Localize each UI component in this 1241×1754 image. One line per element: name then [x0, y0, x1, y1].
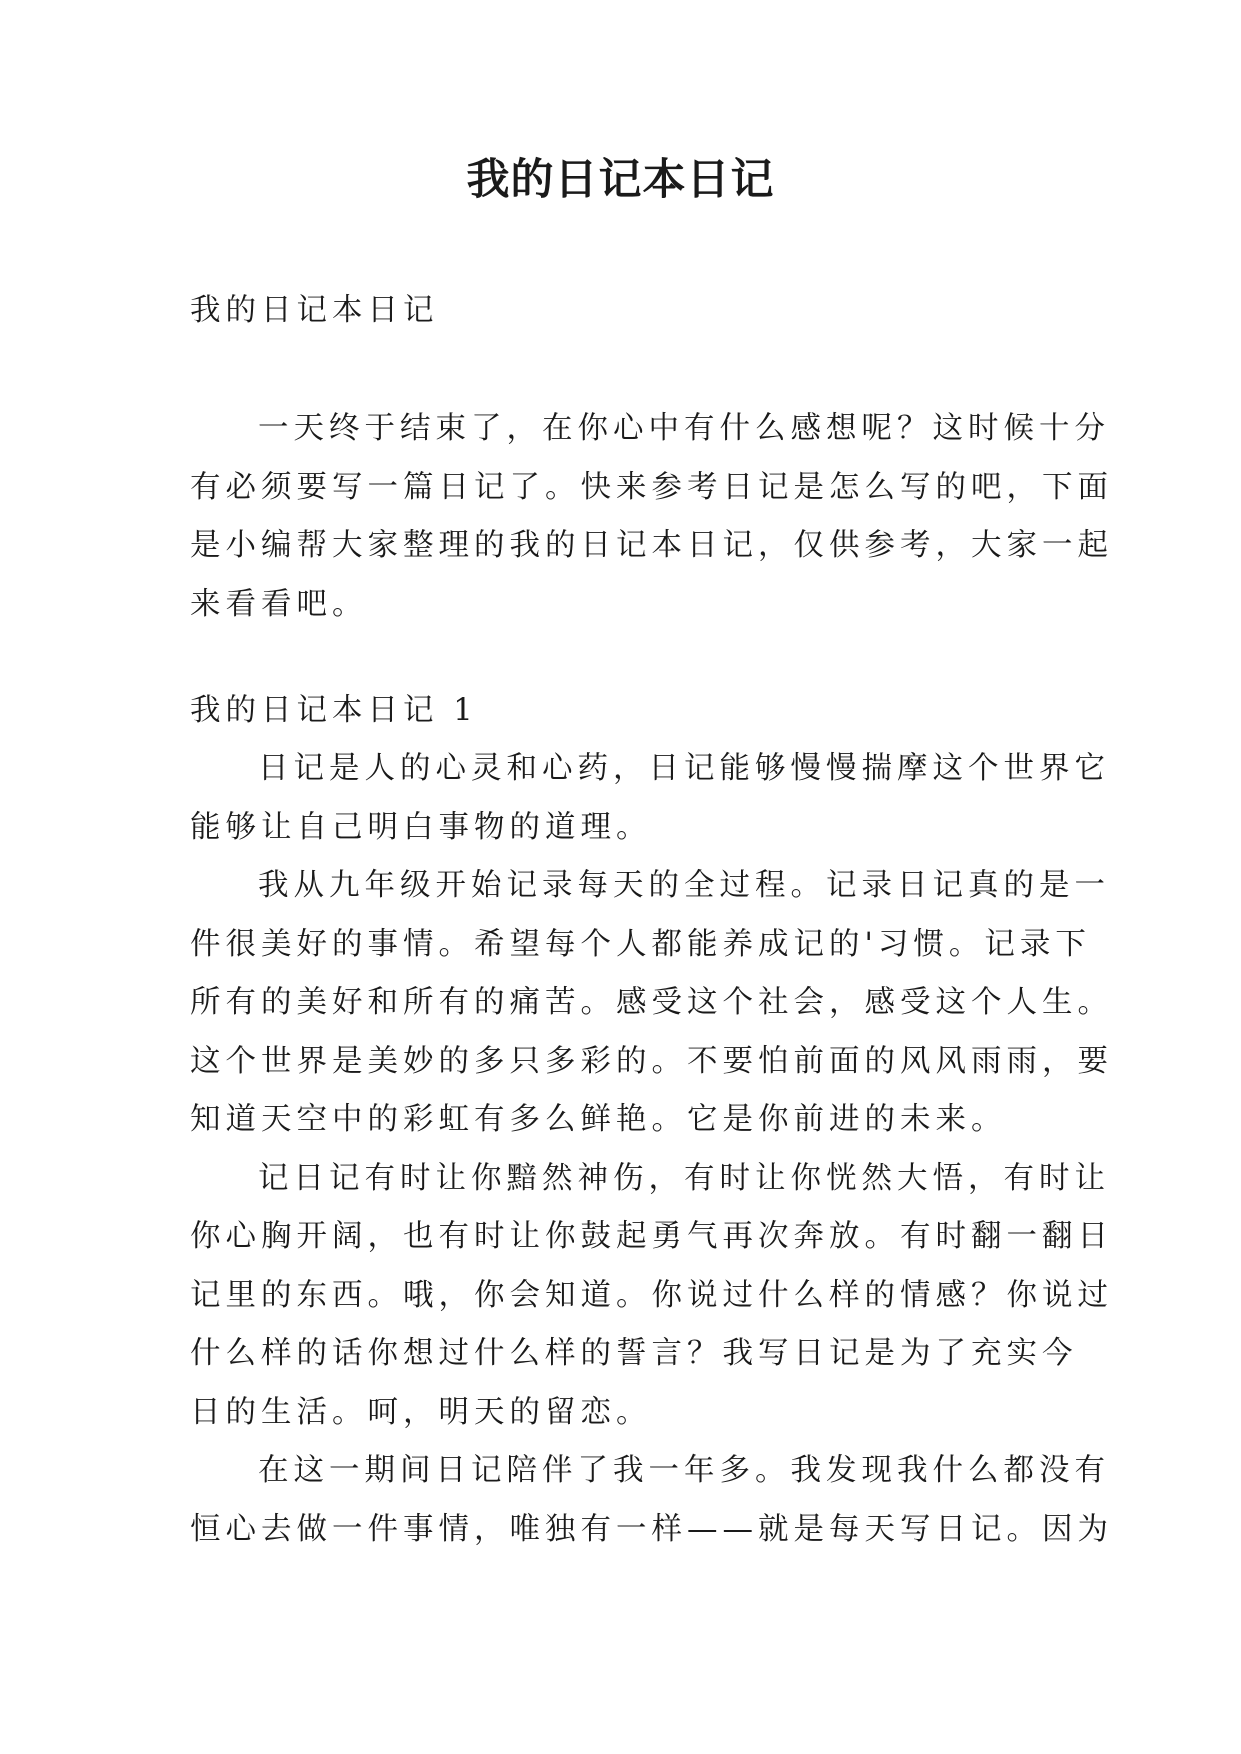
paragraph-line: 这个世界是美妙的多只多彩的。不要怕前面的风风雨雨，要: [190, 1043, 1113, 1079]
paragraph-line: 我从九年级开始记录每天的全过程。记录日记真的是一: [258, 868, 1110, 903]
section-body: [190, 740, 1113, 1559]
paragraph-line: 记日记有时让你黯然神伤，有时让你恍然大悟，有时让: [258, 1160, 1110, 1196]
paragraph-line: 件很美好的事情。希望每个人都能养成记的'习惯。记录下: [190, 926, 1091, 962]
document-subtitle: [190, 282, 1070, 341]
intro-line: 一天终于结束了，在你心中有什么感想呢？这时候十分: [258, 411, 1110, 446]
paragraph-line: 记里的东西。哦，你会知道。你说过什么样的情感？你说过: [190, 1277, 1113, 1313]
section-heading: [190, 682, 1070, 741]
paragraph-line: 知道天空中的彩虹有多么鲜艳。它是你前进的未来。: [190, 1102, 1007, 1137]
intro-paragraph: [190, 400, 1113, 634]
paragraph-line: 在这一期间日记陪伴了我一年多。我发现我什么都没有: [258, 1453, 1110, 1488]
paragraph-line: 日的生活。呵，明天的留恋。: [190, 1394, 652, 1430]
section-heading-text: 我的日记本日记 1: [190, 693, 478, 728]
paragraph-line: 日记是人的心灵和心药，日记能够慢慢揣摩这个世界它: [258, 751, 1110, 786]
paragraph-line: 恒心去做一件事情，唯独有一样——就是每天写日记。因为: [190, 1511, 1113, 1547]
paragraph-line: 什么样的话你想过什么样的誓言？我写日记是为了充实今: [190, 1336, 1078, 1371]
body-paragraph: [190, 1442, 1113, 1559]
paragraph-line: 能够让自己明白事物的道理。: [190, 809, 652, 845]
document-title: 我的日记本日记: [466, 155, 775, 205]
intro-line: 有必须要写一篇日记了。快来参考日记是怎么写的吧，下面: [190, 469, 1113, 505]
body-paragraph: [190, 1150, 1113, 1443]
body-paragraph: [190, 857, 1113, 1150]
intro-line: 来看看吧。: [190, 586, 368, 622]
intro-line: 是小编帮大家整理的我的日记本日记，仅供参考，大家一起: [190, 528, 1113, 563]
paragraph-line: 你心胸开阔，也有时让你鼓起勇气再次奔放。有时翻一翻日: [190, 1219, 1113, 1254]
subtitle-text: 我的日记本日记: [190, 293, 439, 328]
body-paragraph: [190, 740, 1110, 857]
paragraph-line: 所有的美好和所有的痛苦。感受这个社会，感受这个人生。: [190, 985, 1113, 1020]
